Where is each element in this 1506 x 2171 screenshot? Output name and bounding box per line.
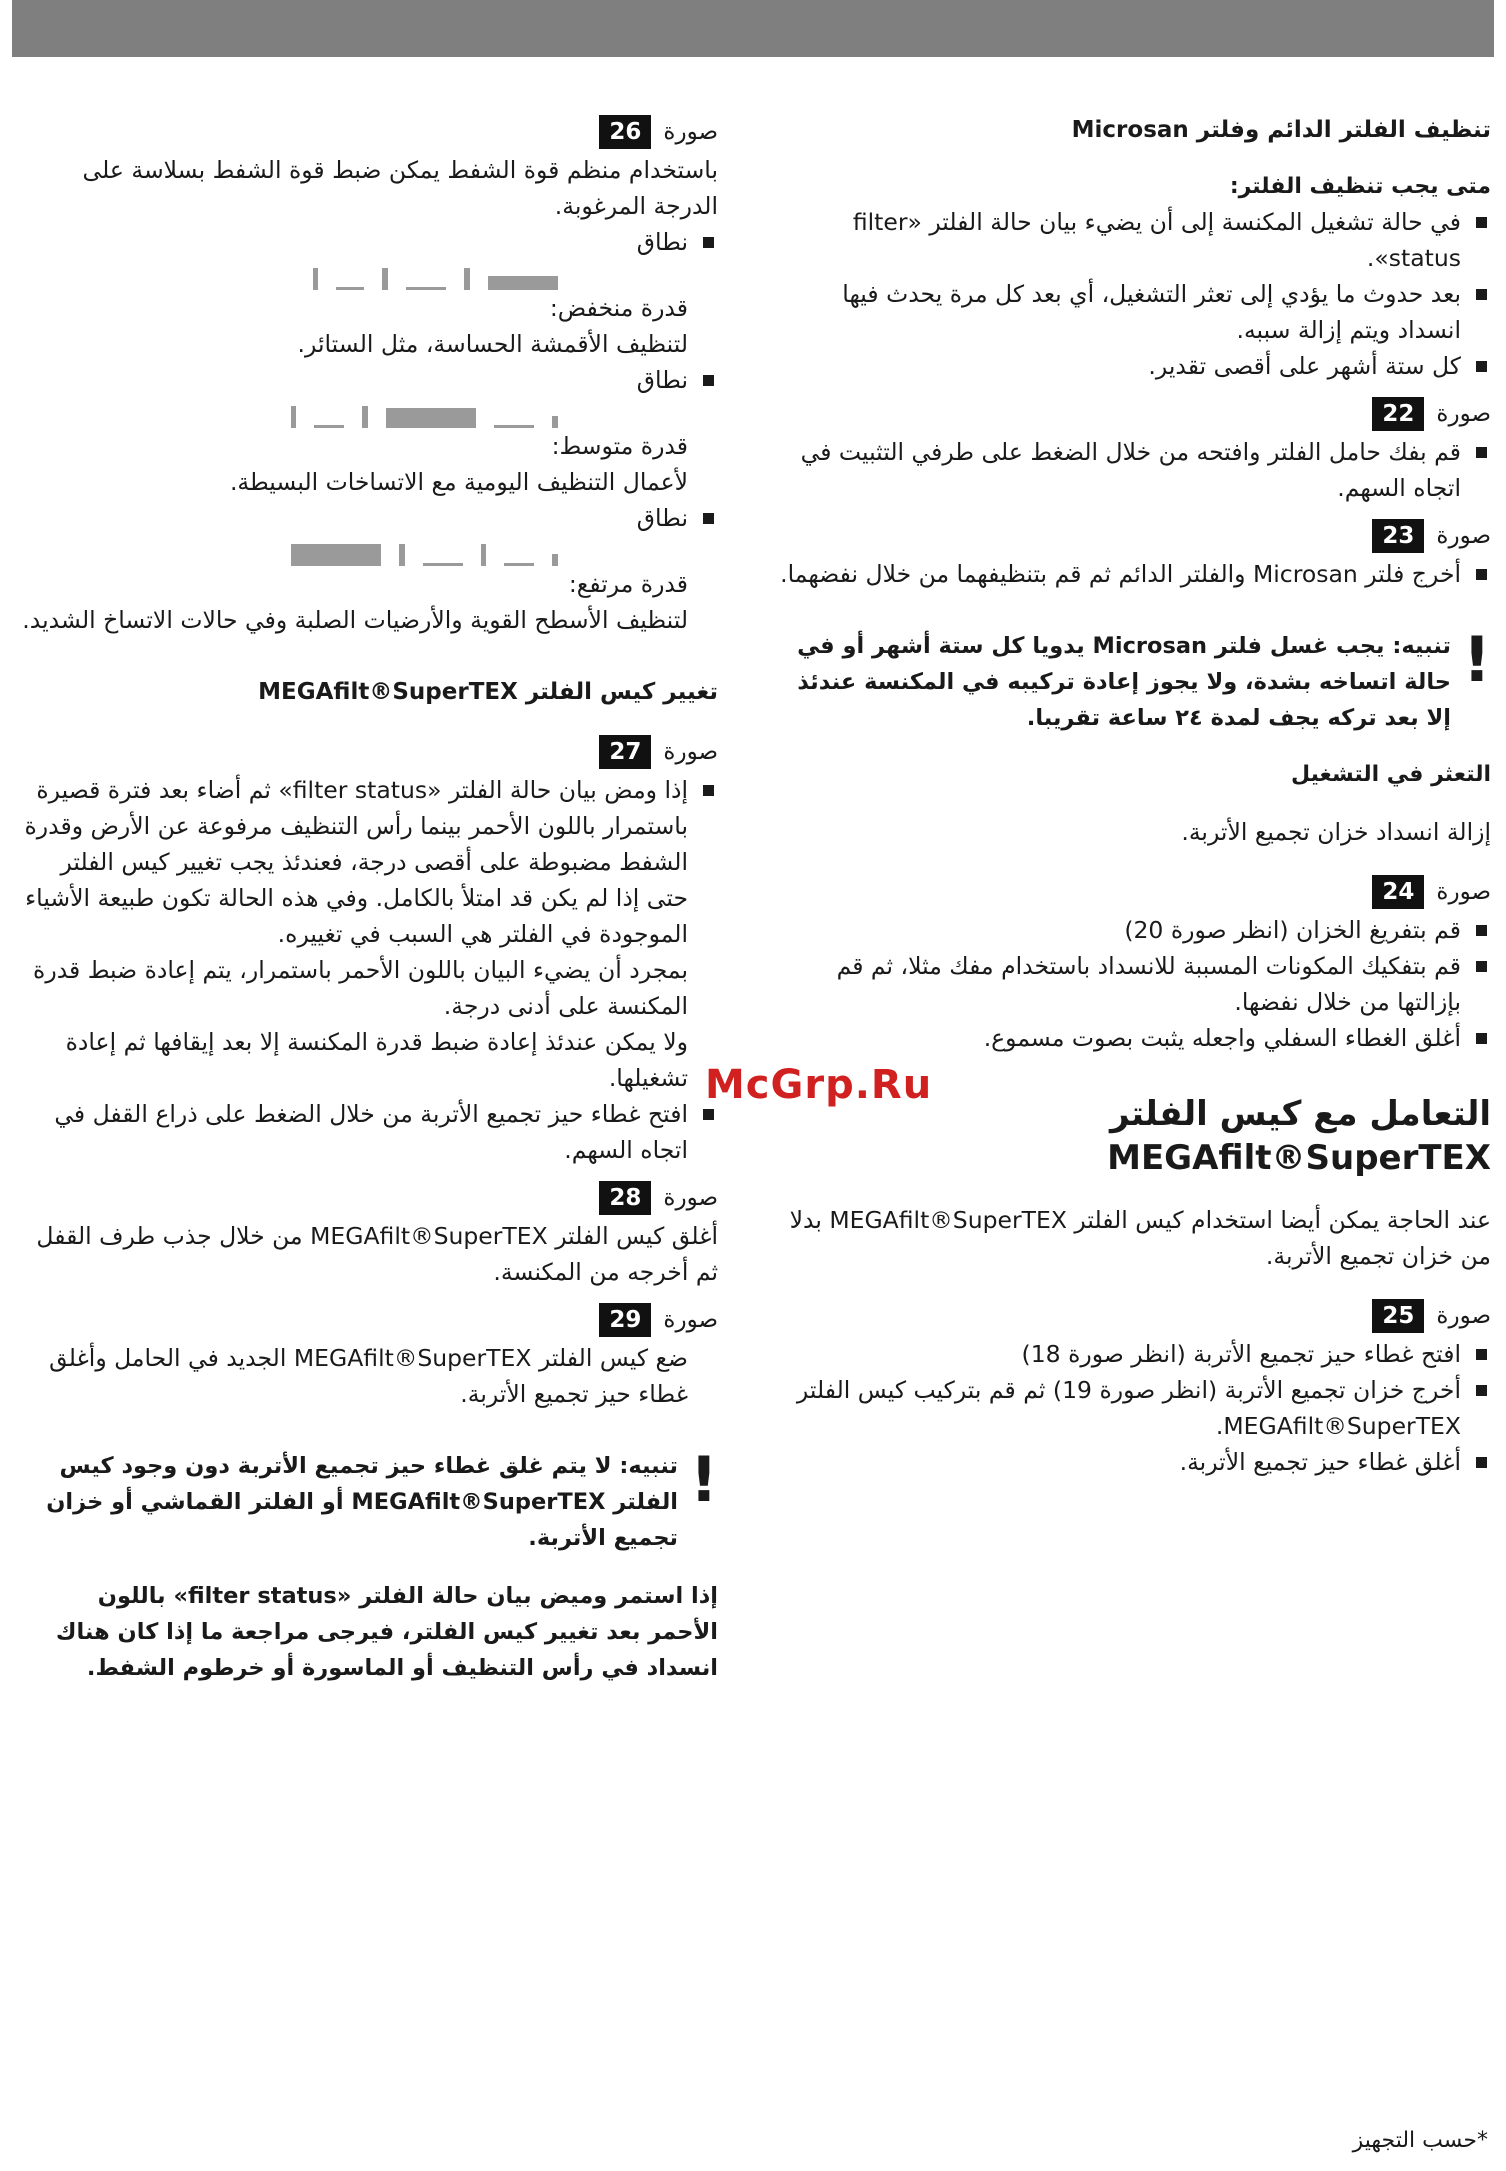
list-item: كل ستة أشهر على أقصى تقدير. [775, 348, 1491, 384]
footnote: *حسب التجهيز [1352, 2128, 1488, 2153]
figure-number: 27 [599, 735, 651, 769]
section-title-filter-cleaning: تنظيف الفلتر الدائم وفلتر Microsan [1071, 117, 1491, 143]
fig27-paragraph: بمجرد أن يضيء البيان باللون الأحمر باستمرار، يتم إعادة ضبط قدرة المكنسة على أدنى درجة. [33, 956, 688, 1020]
list-item: بعد حدوث ما يؤدي إلى تعثر التشغيل، أي بعد كل مرة يحدث فيها انسداد ويتم إزالة سببه. [775, 276, 1491, 348]
page-header-bar [12, 0, 1494, 57]
figure-number: 22 [1372, 397, 1424, 431]
range-label: نطاق [22, 500, 718, 536]
fig23-list [775, 556, 1491, 592]
malfunction-text: إزالة انسداد خزان تجميع الأتربة. [1181, 818, 1491, 846]
warning-text: تنبيه: لا يتم غلق غطاء حيز تجميع الأتربة دون وجود كيس الفلتر MEGAfilt®SuperTEX أو الفلتر القماشي أو خزان تجميع الأتربة. [46, 1453, 678, 1551]
fig25-list [775, 1336, 1491, 1480]
power-low [22, 224, 718, 260]
figure-23-label: صورة 23 [775, 516, 1491, 556]
range-label: نطاق [22, 362, 718, 398]
list-item: قم بتفريغ الخزان (انظر صورة 20) [775, 912, 1491, 948]
left-column [22, 112, 718, 1686]
figure-28-label: صورة 28 [22, 1178, 718, 1218]
section-title-change-bag: تغيير كيس الفلتر MEGAfilt®SuperTEX [258, 679, 718, 705]
figure-22-label: صورة 22 [775, 394, 1491, 434]
section-title-filter-bag: التعامل مع كيس الفلتر MEGAfilt®SuperTEX [1107, 1094, 1491, 1178]
list-item: أخرج فلتر Microsan والفلتر الدائم ثم قم بتنظيفهما من خلال نفضهما. [775, 556, 1491, 592]
list-item: أغلق الغطاء السفلي واجعله يثبت بصوت مسموع. [775, 1020, 1491, 1056]
filter-status-note: إذا استمر وميض بيان حالة الفلتر «filter status» باللون الأحمر بعد تغيير كيس الفلتر، فيرجى مراجعة ما إذا كان هناك انسداد في رأس التنظيف أو الماسورة أو خرطوم الشفط. [55, 1583, 718, 1681]
power-indicator-high [22, 536, 718, 566]
fig27-paragraph: ولا يمكن عندئذ إعادة ضبط قدرة المكنسة إلا بعد إيقافها ثم إعادة تشغيلها. [65, 1028, 688, 1092]
fig27-list-2 [22, 1096, 718, 1168]
figure-29-label: صورة 29 [22, 1300, 718, 1340]
suction-regulator-text: باستخدام منظم قوة الشفط يمكن ضبط قوة الشفط بسلاسة على الدرجة المرغوبة. [82, 156, 718, 220]
fig28-text: أغلق كيس الفلتر MEGAfilt®SuperTEX من خلال جذب طرف القفل ثم أخرجه من المكنسة. [36, 1222, 718, 1286]
high-label: قدرة مرتفع: [568, 570, 688, 598]
list-item: قم بتفكيك المكونات المسببة للانسداد باستخدام مفك مثلا، ثم قم بإزالتها من خلال نفضها. [775, 948, 1491, 1020]
power-indicator-low [22, 260, 718, 290]
fig27-list [22, 772, 718, 952]
fig22-list [775, 434, 1491, 506]
figure-number: 28 [599, 1181, 651, 1215]
when-heading: متى يجب تنظيف الفلتر: [1229, 174, 1491, 199]
list-item: افتح غطاء حيز تجميع الأتربة من خلال الضغط على ذراع القفل في اتجاه السهم. [22, 1096, 718, 1168]
figure-25-label: صورة 25 [775, 1296, 1491, 1336]
mid-text: لأعمال التنظيف اليومية مع الاتساخات البسيطة. [229, 468, 688, 496]
right-column [775, 112, 1491, 1480]
fig24-list [775, 912, 1491, 1056]
list-item: أخرج خزان تجميع الأتربة (انظر صورة 19) ثم قم بتركيب كيس الفلتر MEGAfilt®SuperTEX. [775, 1372, 1491, 1444]
warning-microsan [775, 623, 1491, 736]
list-item: أغلق غطاء حيز تجميع الأتربة. [775, 1444, 1491, 1480]
range-label: نطاق [22, 224, 718, 260]
warning-text: تنبيه: يجب غسل فلتر Microsan يدويا كل ستة أشهر أو في حالة اتساخه بشدة، ولا يجوز إعادة تركيبه في المكنسة عندئذ إلا بعد تركه يجف لمدة ٢٤ ساعة تقريبا. [797, 633, 1451, 731]
watermark-logo: McGrp.Ru [705, 1062, 933, 1108]
mid-label: قدرة متوسط: [551, 432, 688, 460]
warning-bag-lid [22, 1443, 718, 1556]
when-list [775, 204, 1491, 384]
list-item: في حالة تشغيل المكنسة إلى أن يضيء بيان حالة الفلتر «filter status». [775, 204, 1491, 276]
malfunction-heading: التعثر في التشغيل [1290, 762, 1491, 787]
figure-26-label: صورة 26 [22, 112, 718, 152]
figure-number: 24 [1372, 875, 1424, 909]
figure-number: 29 [599, 1303, 651, 1337]
list-item: افتح غطاء حيز تجميع الأتربة (انظر صورة 18) [775, 1336, 1491, 1372]
power-indicator-mid [22, 398, 718, 428]
fig29-text: ضع كيس الفلتر MEGAfilt®SuperTEX الجديد في الحامل وأغلق غطاء حيز تجميع الأتربة. [49, 1344, 688, 1408]
high-text: لتنظيف الأسطح القوية والأرضيات الصلبة وفي حالات الاتساخ الشديد. [22, 606, 688, 634]
figure-27-label: صورة 27 [22, 732, 718, 772]
figure-number: 23 [1372, 519, 1424, 553]
low-text: لتنظيف الأقمشة الحساسة، مثل الستائر. [297, 330, 688, 358]
low-label: قدرة منخفض: [549, 294, 688, 322]
list-item: قم بفك حامل الفلتر وافتحه من خلال الضغط على طرفي التثبيت في اتجاه السهم. [775, 434, 1491, 506]
list-item: إذا ومض بيان حالة الفلتر «filter status» ثم أضاء بعد فترة قصيرة باستمرار باللون الأحمر بينما رأس التنظيف مرفوعة عن الأرض وقدرة الشفط مضبوطة على أقصى درجة، فعندئذ يجب تغيير كيس الفلتر حتى إذا لم يكن قد امتلأ بالكامل. وفي هذه الحالة تكون طبيعة الأشياء الموجودة في الفلتر هي السبب في تغييره. [22, 772, 718, 952]
filter-bag-intro: عند الحاجة يمكن أيضا استخدام كيس الفلتر MEGAfilt®SuperTEX بدلا من خزان تجميع الأتربة. [789, 1206, 1491, 1270]
figure-number: 25 [1372, 1299, 1424, 1333]
figure-24-label: صورة 24 [775, 872, 1491, 912]
power-mid [22, 362, 718, 398]
warning-icon: ! [689, 1443, 718, 1516]
figure-number: 26 [599, 115, 651, 149]
warning-icon: ! [1462, 623, 1491, 696]
power-high [22, 500, 718, 536]
